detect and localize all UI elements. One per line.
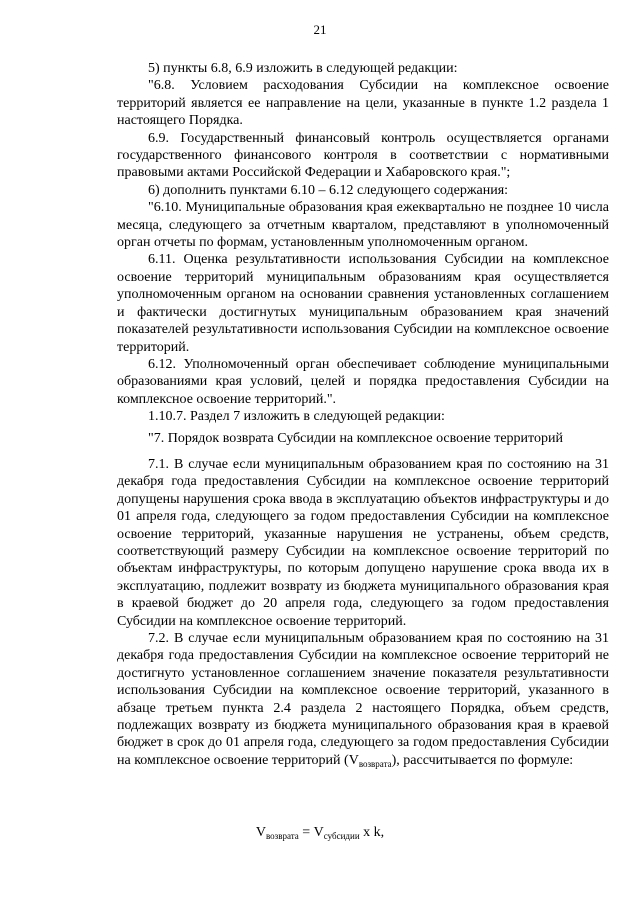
paragraph-6-8: "6.8. Условием расходования Субсидии на комплексное освоение территорий является ее направление на цели, указанные в пункте 1.2 раздела 1 настоящего Порядка. — [117, 78, 609, 129]
paragraph-1-10-7: 1.10.7. Раздел 7 изложить в следующей редакции: — [148, 409, 445, 425]
document-body — [117, 60, 609, 773]
formula-tail: x k, — [359, 825, 385, 840]
paragraph-item-6: 6) дополнить пунктами 6.10 – 6.12 следующего содержания: — [148, 182, 509, 198]
paragraph-7-2-tail: ), рассчитывается по формуле: — [391, 752, 574, 768]
formula-v-return — [0, 825, 640, 841]
paragraph-6-12: 6.12. Уполномоченный орган обеспечивает соблюдение муниципальными образованиями края условий, целей и порядка предоставления Субсидии на комплексное освоение территорий.". — [117, 356, 609, 407]
paragraph-7-2 — [117, 630, 609, 773]
paragraph-7-1: 7.1. В случае если муниципальным образованием края по состоянию на 31 декабря года предоставления Субсидии на комплексное освоение территорий допущены нарушения срока ввода в эксплуатацию объектов инфраструктуры и до 01 апреля года, следующего за годом предоставления Субсидии на комплексное освоение территорий, указанные нарушения не устранены, объем средств, соответствующий размеру Субсидии на комплексное освоение территорий по объектам инфраструктуры, по которым допущено нарушение срока ввода их в эксплуатацию, подлежит возврату из бюджета муниципального образования края в краевой бюджет до 20 апреля года, следующего за годом предоставления Субсидии на комплексное освоение территорий. — [117, 456, 609, 629]
formula-sub-subsidy: субсидии — [323, 831, 360, 841]
paragraph-7-2-text: 7.2. В случае если муниципальным образованием края по состоянию на 31 декабря года предоставления Субсидии на комплексное освоение территорий не достигнуто установленное соглашением значение показателя результативности использования Субсидии на комплексное освоение территорий, указанного в абзаце третьем пункта 2.4 раздела 2 настоящего Порядка, объем средств, подлежащих возврату из бюджета муниципального образования края в краевой бюджет в срок до 01 апреля года, следующего за годом предоставления Субсидии на комплексное освоение территорий (V — [117, 631, 609, 768]
formula-sub-return: возврата — [265, 831, 299, 841]
formula-v: V — [255, 825, 266, 840]
page-number: 21 — [313, 22, 327, 37]
paragraph-6-11: 6.11. Оценка результативности использования Субсидии на комплексное освоение территорий муниципальным образованиям края осуществляется уполномоченным органом на основании сравнения установленных соглашением и фактически достигнутых муниципальным образованием края значений показателей результативности использования Субсидии на комплексное освоение территорий. — [117, 252, 609, 355]
section-7-heading: "7. Порядок возврата Субсидии на комплексное освоение территорий — [148, 430, 563, 446]
paragraph-6-9: 6.9. Государственный финансовый контроль осуществляется органами государственного финансового контроля в соответствии с нормативными правовыми актами Российской Федерации и Хабаровского края."; — [117, 130, 609, 181]
paragraph-6-10: "6.10. Муниципальные образования края ежеквартально не позднее 10 числа месяца, следующего за отчетным кварталом, представляют в уполномоченный орган отчеты по формам, установленным уполномоченным органом. — [117, 200, 609, 251]
paragraph-item-5: 5) пункты 6.8, 6.9 изложить в следующей редакции: — [148, 61, 458, 76]
formula-equals: = V — [298, 825, 324, 840]
paragraph-7-2-subscript: возврата — [358, 758, 392, 769]
